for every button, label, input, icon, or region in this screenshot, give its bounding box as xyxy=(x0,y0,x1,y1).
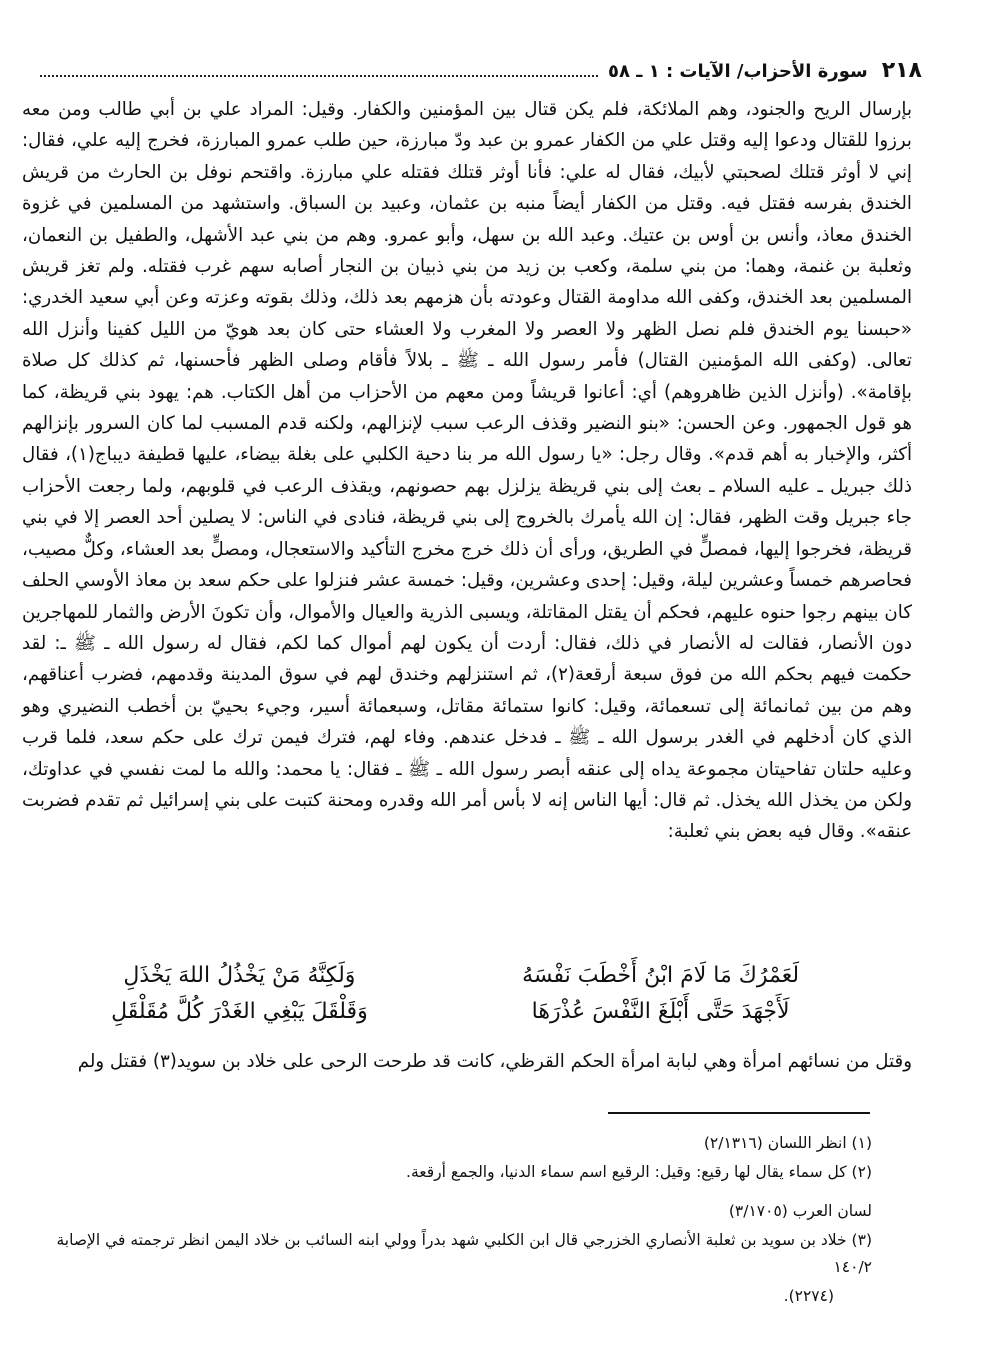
footnote-3: (٣) خلاد بن سويد بن ثعلبة الأنصاري الخزرجي قال ابن الكلبي شهد بدراً وولي ابنه السائب بن خلاد اليمن انظر ترجمته في الإصابة ١٤٠/٢ xyxy=(56,1231,872,1276)
running-header xyxy=(30,58,922,88)
footnote-gap xyxy=(22,1188,872,1198)
footnotes-section xyxy=(22,1130,872,1312)
poem-block xyxy=(60,958,840,1030)
body-paragraph: بإرسال الريح والجنود، وهم الملائكة، فلم يكن قتال بين المؤمنين والكفار. وقيل: المراد علي بن أبي طالب ومن معه برزوا للقتال ودعوا إليه وقتل علي من الكفار عمرو بن عبد ودّ مبارزة، حين طلب عمرو المبارزة، فخرج إليه علي، فقال: إني لا أوثر قتلك لصحبتي لأبيك، فقال له علي: فأنا أوثر قتلك فقتله علي مبارزة. واقتحم نوفل بن الحارث من قريش الخندق بفرسه فقتل فيه. وقتل من الكفار أيضاً منبه بن عثمان، وعبيد بن السباق. واستشهد من المسلمين في غزوة الخندق معاذ، وأنس بن أوس بن عتيك. وعبد الله بن سهل، وأبو عمرو. وهم من بني عبد الأشهل، والطفيل بن النعمان، وثعلبة بن غنمة، وهما: من بني سلمة، وكعب بن زيد من بني ذبيان بن النجار أصابه سهم غرب فقتله. ولم تغز قريش المسلمين بعد الخندق، وكفى الله مداومة القتال وعودته بأن هزمهم بعد ذلك، وذلك بقوته وعزته وعن أبي سعيد الخدري: «حبسنا يوم الخندق فلم نصل الظهر ولا العصر ولا المغرب ولا العشاء حتى كان بعد هويّ من الليل كفينا وأنزل الله تعالى. (وكفى الله المؤمنين القتال) فأمر رسول الله ـ ﷺ ـ بلالاً فأقام وصلى الظهر فأحسنها، ثم كذلك كل صلاة بإقامة». (وأنزل الذين ظاهروهم) أي: أعانوا قريشاً ومن معهم من الأحزاب من أهل الكتاب. هم: يهود بني قريظة، كما هو قول الجمهور. وعن الحسن: «بنو النضير وقذف الرعب سبب لإنزالهم، ولكنه قدم المسبب لما كان السرور بإنزالهم أكثر، والإخبار به أهم قدم». وقال رجل: «يا رسول الله مر بنا دحية الكلبي على بغلة بيضاء، عليها قطيفة ديباج(١)، فقال ذلك جبريل ـ عليه السلام ـ بعث إلى بني قريظة يزلزل بهم حصونهم، ويقذف الرعب في قلوبهم، ولما رجعت الأحزاب جاء جبريل وقت الظهر، فقال: إن الله يأمرك بالخروج إلى بني قريظة، فنادى في الناس: لا يصلين أحد العصر إلا في بني قريظة، فخرجوا إليها، فمصلٍّ في الطريق، ورأى أن ذلك خرج مخرج التأكيد والاستعجال، ومصلٍّ بعد العشاء، وكلٌّ مصيب، فحاصرهم خمساً وعشرين ليلة، وقيل: إحدى وعشرين، وقيل: خمسة عشر فنزلوا على حكم سعد بن معاذ الأوسي الحلف كان بينهم رجوا حنوه عليهم، فحكم أن يقتل المقاتلة، ويسبى الذرية والعيال والأموال، وأن تكونَ الأرض والثمار للمهاجرين دون الأنصار، فقالت له الأنصار في ذلك، فقال: أردت أن يكون لهم أموال كما لكم، فقال له رسول الله ـ ﷺ ـ: لقد حكمت فيهم بحكم الله من فوق سبعة أرقعة(٢)، ثم استنزلهم وخندق لهم في سوق المدينة وقدمهم، فضرب أعناقهم، وهم من بين ثمانمائة إلى تسعمائة، وقيل: كانوا ستمائة مقاتل، وسبعمائة أسير، وجيء بحييّ بن أخطب النضيري وهو الذي كان أدخلهم في الغدر برسول الله ـ ﷺ ـ فدخل عندهم. وفاء لهم، فترك فيمن ترك على حكم سعد، فلما قرب وعليه حلتان تفاحيتان مجموعة يداه إلى عنقه أبصر رسول الله ـ ﷺ ـ فقال: يا محمد: والله ما لمت نفسي في عداوتك، ولكن من يخذل الله يخذل. ثم قال: أيها الناس إنه لا بأس أمر الله وقدره ومحنة كتبت على بني إسرائيل ثم تقدم فضربت عنقه». وقال فيه بعض بني ثعلبة: xyxy=(22,99,913,843)
footnote-3-continuation: (٢٢٧٤). xyxy=(783,1287,834,1305)
poem-first-hemistich: لَعَمْرُكَ مَا لَامَ ابْنُ أَخْطَبَ نَفْسَهُ xyxy=(522,963,800,988)
header-dot-leader xyxy=(40,63,598,77)
page-number: ٢١٨ xyxy=(881,58,922,83)
poem-second-hemistich: وَقَلْقَلَ يَبْغِي الغَدْرَ كُلَّ مُقَلْقَلِ xyxy=(111,999,368,1024)
poem-second-hemistich: وَلَكِنَّهُ مَنْ يَخْذُلُ اللهَ يَخْذَلِ xyxy=(123,963,356,988)
footnote-2: (٢) كل سماء يقال لها رقيع: وقيل: الرقيع اسم سماء الدنيا، والجمع أرقعة. xyxy=(406,1163,872,1181)
footnote-2-source: لسان العرب (٣/١٧٠٥) xyxy=(728,1202,872,1220)
main-body-text xyxy=(22,94,912,848)
footnote-separator xyxy=(608,1112,870,1114)
poem-verse xyxy=(60,994,840,1030)
footnote-1: (١) انظر اللسان (٢/١٣١٦) xyxy=(703,1134,872,1152)
continuation-text: وقتل من نسائهم امرأة وهي لبابة امرأة الحكم القرظي، كانت قد طرحت الرحى على خلاد بن سويد(٣) فقتل ولم xyxy=(77,1051,912,1072)
section-title: سورة الأحزاب/ الآيات : ١ ـ ٥٨ xyxy=(608,61,868,82)
poem-verse xyxy=(60,958,840,994)
poem-first-hemistich: لَأَجْهَدَ حَتَّى أَبْلَغَ النَّفْسَ عُذْرَهَا xyxy=(531,999,790,1024)
